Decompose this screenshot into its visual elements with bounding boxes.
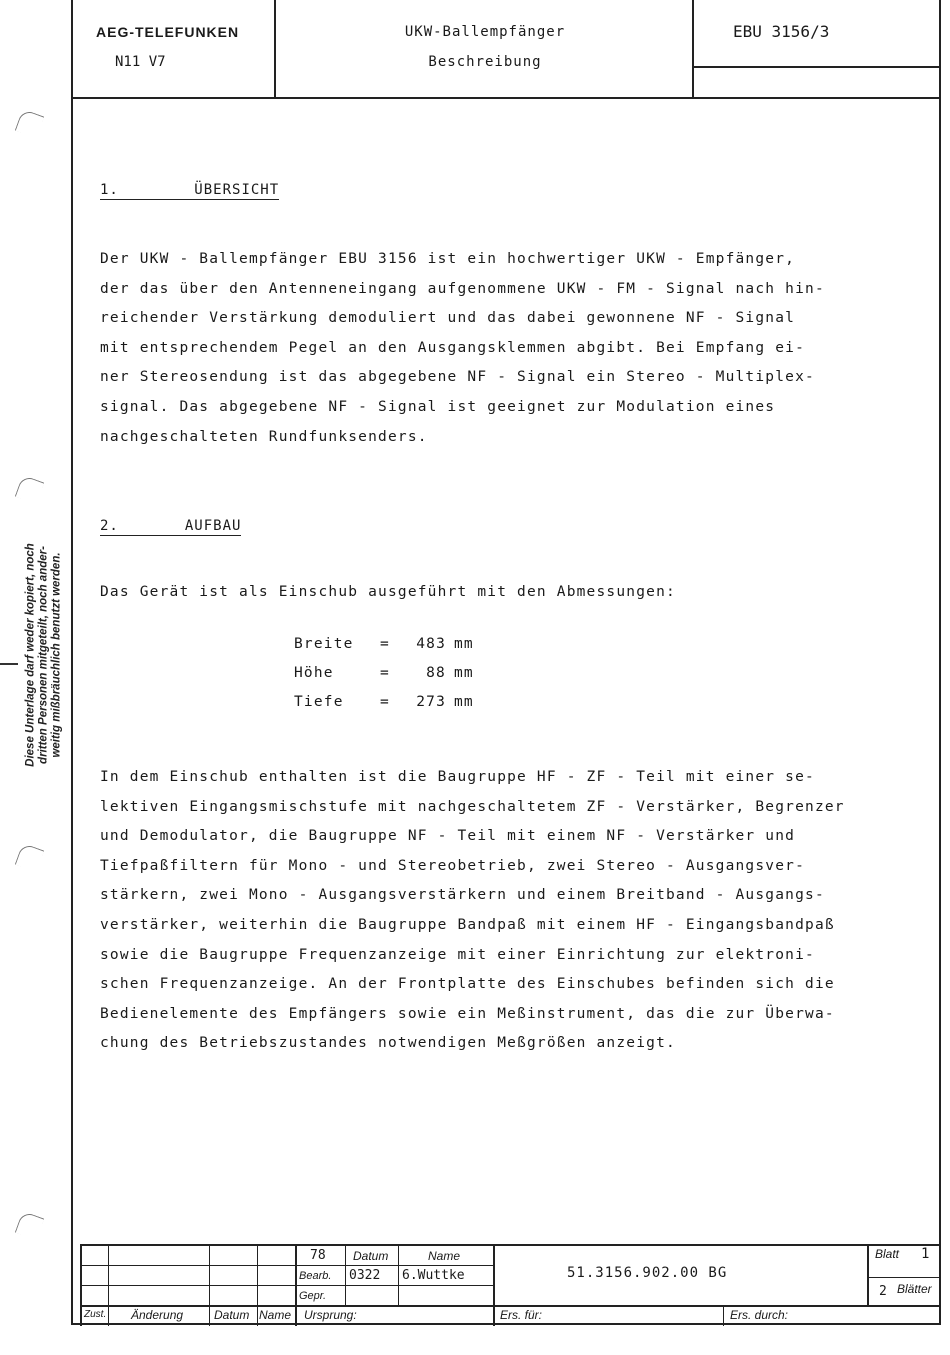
datum-label: Datum	[214, 1308, 250, 1322]
footer-row-line	[80, 1265, 494, 1266]
header-divider-left	[274, 0, 276, 98]
punch-hole-mark	[15, 109, 44, 138]
section-title: AUFBAU	[184, 518, 242, 534]
header-divider-right	[692, 0, 694, 98]
dimension-value: 88	[426, 665, 446, 681]
blatt-number: 1	[921, 1246, 930, 1262]
text-line: der das über den Antenneneingang aufgenommene UKW - FM - Signal nach hin-	[100, 280, 825, 297]
section-title: ÜBERSICHT	[194, 182, 280, 198]
dimension-label: Breite	[294, 636, 354, 652]
footer-col-line	[257, 1244, 258, 1326]
text-line: schen Frequenzanzeige. An der Frontplatte des Einschubes befinden sich die	[100, 976, 835, 993]
equals-sign: =	[380, 694, 390, 710]
document-number: EBU 3156/3	[733, 22, 830, 41]
footer-row-line	[80, 1285, 494, 1286]
dimension-unit: mm	[454, 636, 474, 652]
text-line: stärkern, zwei Mono - Ausgangsverstärkern und einem Breitband - Ausgangs-	[100, 887, 825, 904]
year-cell: 78	[310, 1248, 326, 1263]
datum-column-header: Datum	[353, 1249, 389, 1263]
equals-sign: =	[380, 636, 390, 652]
footer-col-line	[108, 1244, 109, 1326]
ers-fuer-label: Ers. für:	[500, 1308, 543, 1322]
fold-mark	[0, 663, 18, 665]
section-number: 2.	[100, 518, 119, 534]
footer-col-line	[209, 1244, 210, 1326]
company-name: AEG-TELEFUNKEN	[96, 24, 240, 40]
text-line: verstärker, weiterhin die Baugruppe Bandpaß mit einem HF - Eingangsbandpaß	[100, 916, 835, 933]
text-line: Der UKW - Ballempfänger EBU 3156 ist ein hochwertiger UKW - Empfänger,	[100, 251, 796, 267]
bearb-label: Bearb.	[299, 1270, 332, 1282]
text-line: Bedienelemente des Empfängers sowie ein Meßinstrument, das die zur Überwa-	[100, 1005, 835, 1022]
section-heading-2	[100, 518, 241, 536]
bearb-name: 6.Wuttke	[402, 1268, 465, 1283]
dimension-value: 483	[416, 636, 446, 652]
drawing-number: 51.3156.902.00 BG	[567, 1265, 728, 1281]
text-line: reichender Verstärkung demoduliert und das dabei gewonnene NF - Signal	[100, 310, 796, 327]
text-line: Das Gerät ist als Einschub ausgeführt mit den Abmessungen:	[100, 584, 676, 600]
header-divider-bottom	[71, 97, 941, 99]
footer-col-line	[867, 1244, 869, 1305]
footer-col-line	[345, 1244, 346, 1305]
name-label: Name	[259, 1308, 292, 1322]
dimension-label: Höhe	[294, 665, 334, 681]
footer-col-line	[295, 1244, 297, 1326]
note-line: dritten Personen mitgeteilt, noch ander-	[37, 546, 50, 764]
text-line: In dem Einschub enthalten ist die Baugruppe HF - ZF - Teil mit einer se-	[100, 769, 815, 785]
footer-col-line	[398, 1244, 399, 1305]
section-number: 1.	[100, 182, 119, 198]
punch-hole-mark	[15, 1211, 44, 1240]
text-line: signal. Das abgegebene NF - Signal ist geeignet zur Modulation eines	[100, 398, 776, 415]
blatt-label: Blatt	[875, 1247, 900, 1261]
text-line: mit entsprechendem Pegel an den Ausgangsklemmen abgibt. Bei Empfang ei-	[100, 339, 806, 356]
note-line: weitig mißbräuchlich benutzt werden.	[50, 552, 63, 758]
form-code: N11 V7	[115, 54, 166, 70]
blaetter-label: Blätter	[897, 1282, 932, 1296]
text-line: und Demodulator, die Baugruppe NF - Teil mit einem NF - Verstärker und	[100, 828, 796, 845]
zust-label: Zust.	[84, 1309, 107, 1320]
punch-hole-mark	[15, 475, 44, 504]
header-divider-docno	[692, 66, 941, 68]
note-line: Diese Unterlage darf weder kopiert, noch	[24, 543, 37, 767]
dimension-label: Tiefe	[294, 694, 344, 710]
section-heading-1	[100, 182, 279, 200]
dimension-unit: mm	[454, 665, 474, 681]
text-line: Tiefpaßfiltern für Mono - und Stereobetrieb, zwei Stereo - Ausgangsver-	[100, 857, 806, 874]
gepr-label: Gepr.	[299, 1290, 327, 1302]
section1-paragraph	[100, 245, 900, 452]
text-line: sowie die Baugruppe Frequenzanzeige mit einer Einrichtung zur elektroni-	[100, 946, 815, 963]
aenderung-label: Änderung	[131, 1308, 184, 1322]
confidentiality-note	[25, 543, 64, 767]
footer-col-line	[493, 1244, 495, 1326]
text-line: lektiven Eingangsmischstufe mit nachgeschaltetem ZF - Verstärker, Begrenzer	[100, 798, 845, 815]
footer-col-line	[723, 1305, 724, 1326]
document-title: UKW-Ballempfänger	[404, 24, 566, 40]
section2-paragraph	[100, 763, 900, 1059]
ers-durch-label: Ers. durch:	[730, 1308, 789, 1322]
dimension-unit: mm	[454, 694, 474, 710]
equals-sign: =	[380, 665, 390, 681]
text-line: nachgeschalteten Rundfunksenders.	[100, 428, 428, 445]
bearb-date: 0322	[349, 1268, 381, 1283]
name-column-header: Name	[428, 1249, 461, 1263]
text-line: chung des Betriebszustandes notwendigen Meßgrößen anzeigt.	[100, 1035, 676, 1052]
section2-intro	[100, 578, 900, 608]
ursprung-label: Ursprung:	[304, 1308, 357, 1322]
footer-row-line	[867, 1277, 941, 1278]
document-subtitle: Beschreibung	[428, 54, 542, 70]
punch-hole-mark	[15, 843, 44, 872]
dimension-value: 273	[416, 694, 446, 710]
text-line: ner Stereosendung ist das abgegebene NF - Signal ein Stereo - Multiplex-	[100, 369, 815, 386]
blaetter-count: 2	[879, 1284, 887, 1299]
